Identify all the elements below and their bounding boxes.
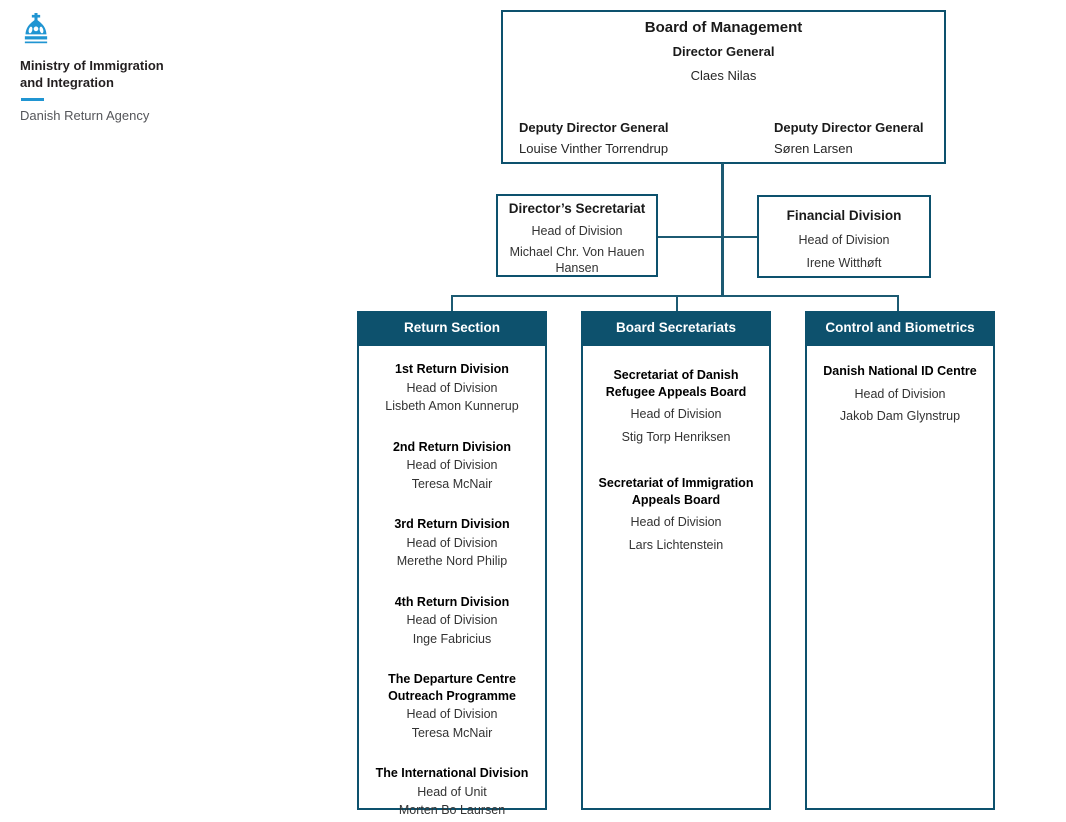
board-of-management-box xyxy=(501,10,946,164)
director-general-title: Director General xyxy=(672,44,775,59)
unit-role: Head of Division xyxy=(406,613,498,627)
unit-role: Head of Division xyxy=(798,233,890,247)
section-body-control xyxy=(805,344,995,810)
unit-title: 2nd Return Division xyxy=(392,439,512,454)
deputy-director-left xyxy=(519,120,669,156)
unit-role: Head of Division xyxy=(854,386,946,401)
directors-secretariat-box xyxy=(496,194,658,277)
deputy-name: Louise Vinther Torrendrup xyxy=(519,141,669,156)
deputy-title: Deputy Director General xyxy=(519,120,669,135)
section-header-label: Control and Biometrics xyxy=(825,320,975,335)
agency-name: Danish Return Agency xyxy=(20,108,150,123)
org-unit xyxy=(819,363,981,425)
connector-drop-secretariats xyxy=(676,295,678,312)
unit-title: 3rd Return Division xyxy=(394,517,510,531)
unit-role: Head of Division xyxy=(630,407,722,421)
org-unit xyxy=(373,439,531,493)
unit-role: Head of Division xyxy=(531,224,623,238)
unit-role: Head of Division xyxy=(630,515,722,529)
unit-role: Head of Division xyxy=(406,535,498,550)
connector-horizontal-staff xyxy=(658,236,757,238)
connector-drop-return xyxy=(451,295,453,312)
section-header-control xyxy=(805,311,995,344)
org-unit xyxy=(597,367,755,445)
unit-head-name: Teresa McNair xyxy=(411,725,493,740)
unit-head-name: Teresa McNair xyxy=(411,476,493,491)
director-general-name: Claes Nilas xyxy=(690,68,757,83)
deputy-title: Deputy Director General xyxy=(774,120,924,135)
unit-role: Head of Division xyxy=(406,458,498,472)
danish-crown-icon xyxy=(21,13,51,47)
org-unit xyxy=(373,516,531,570)
unit-head-name: Lisbeth Amon Kunnerup xyxy=(385,399,519,413)
logo-divider-rule xyxy=(21,98,44,101)
unit-title: The International Division xyxy=(375,766,529,780)
ministry-name xyxy=(20,57,164,91)
unit-title: 4th Return Division xyxy=(394,594,510,609)
unit-head-name: Stig Torp Henriksen xyxy=(621,429,731,444)
unit-role: Head of Unit xyxy=(417,784,487,799)
section-header-label: Board Secretariats xyxy=(615,320,737,335)
unit-role: Head of Division xyxy=(406,380,498,395)
unit-title: The Departure Centre Outreach Programme xyxy=(388,672,516,703)
unit-title: Secretariat of Danish Refugee Appeals Board xyxy=(605,368,747,399)
org-unit xyxy=(373,361,531,415)
unit-title: Financial Division xyxy=(786,208,902,223)
section-header-secretariats xyxy=(581,311,771,344)
deputy-director-right xyxy=(774,120,924,156)
org-unit xyxy=(373,671,531,741)
org-unit xyxy=(373,765,531,819)
unit-head-name: Morten Bo Laursen xyxy=(398,803,506,817)
unit-head-name: Lars Lichtenstein xyxy=(628,537,724,552)
unit-title: Secretariat of Immigration Appeals Board xyxy=(598,476,754,507)
deputy-name: Søren Larsen xyxy=(774,141,853,156)
unit-head-name: Merethe Nord Philip xyxy=(396,554,508,568)
section-body-secretariats xyxy=(581,344,771,810)
unit-head-name: Inge Fabricius xyxy=(412,631,492,646)
unit-title: Danish National ID Centre xyxy=(823,364,977,378)
ministry-name-line1: Ministry of Immigration xyxy=(20,58,164,73)
section-body-return xyxy=(357,344,547,817)
unit-role: Head of Division xyxy=(406,707,498,721)
unit-title: Director’s Secretariat xyxy=(508,201,646,216)
unit-head-name: Michael Chr. Von Hauen Hansen xyxy=(509,245,645,275)
ministry-name-line2: and Integration xyxy=(20,75,114,90)
unit-head-name: Jakob Dam Glynstrup xyxy=(839,409,961,423)
connector-drop-control xyxy=(897,295,899,312)
connector-vertical-main xyxy=(721,163,724,296)
section-header-return xyxy=(357,311,547,344)
section-header-label: Return Section xyxy=(403,320,500,335)
connector-horizontal-rail xyxy=(451,295,899,297)
board-title: Board of Management xyxy=(644,19,803,36)
unit-title: 1st Return Division xyxy=(395,362,509,376)
financial-division-box xyxy=(757,195,931,278)
org-unit xyxy=(597,475,755,553)
unit-head-name: Irene Witthøft xyxy=(806,256,882,270)
org-unit xyxy=(373,594,531,648)
